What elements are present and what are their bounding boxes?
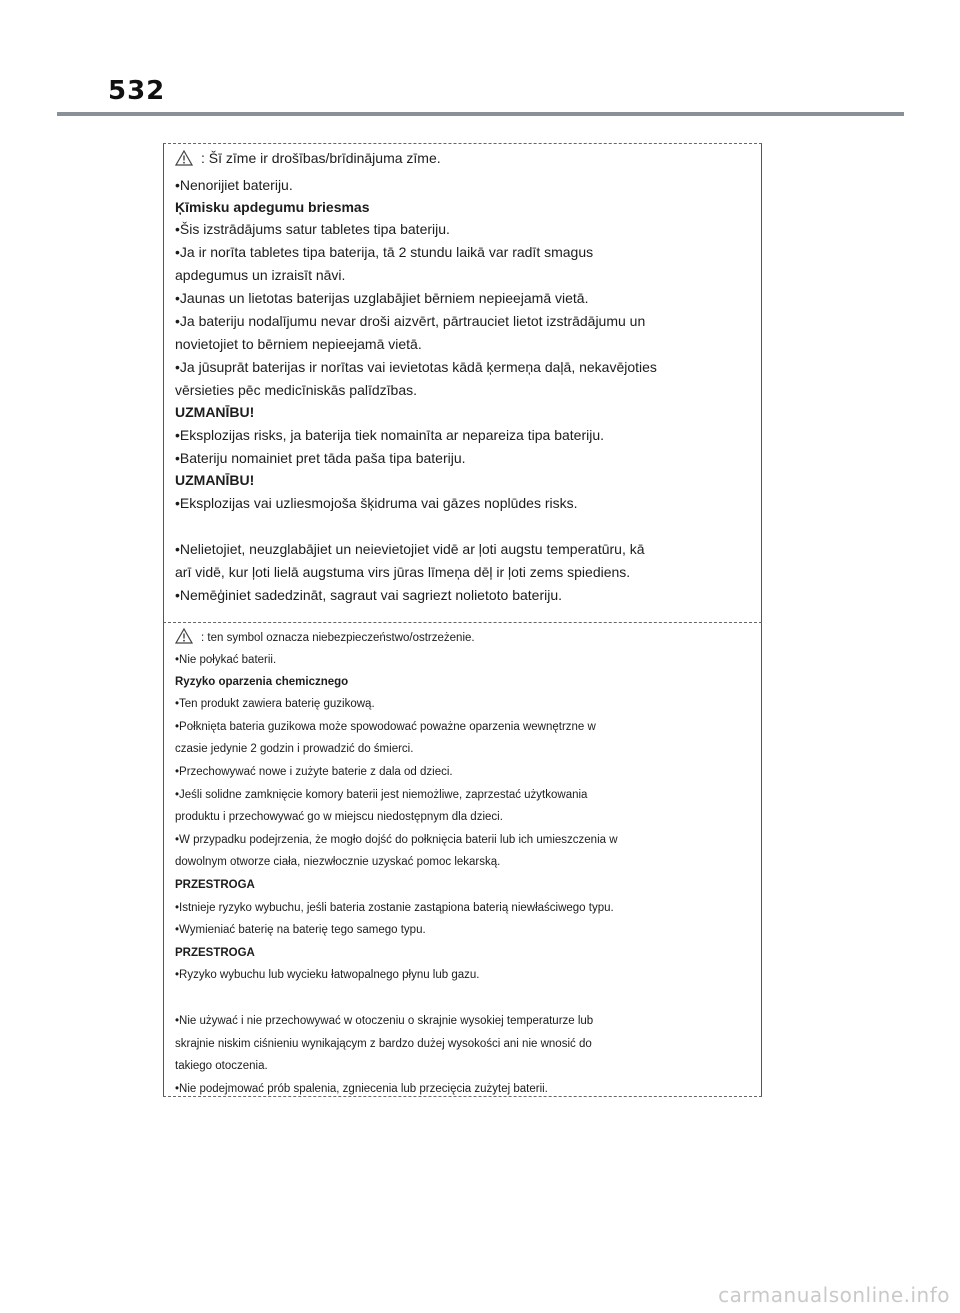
latvian-line: apdegumus un izraisīt nāvi. <box>175 267 346 283</box>
page-number: 532 <box>108 76 166 106</box>
latvian-heading: Ķīmisku apdegumu briesmas <box>175 199 370 215</box>
polish-caution-heading: PRZESTROGA <box>175 947 255 959</box>
polish-line: •Nie podejmować prób spalenia, zgniecenia lub przecięcia zużytej baterii. <box>175 1083 548 1095</box>
footer-watermark: carmanualsonline.info <box>718 1283 950 1307</box>
polish-line: •Jeśli solidne zamknięcie komory baterii jest niemożliwe, zaprzestać użytkowania <box>175 789 588 801</box>
polish-line: •Ten produkt zawiera baterię guzikową. <box>175 698 375 710</box>
frame-top-border <box>163 143 762 144</box>
polish-line: •Nie używać i nie przechowywać w otoczeniu o skrajnie wysokiej temperaturze lub <box>175 1015 594 1027</box>
polish-warning-text: : ten symbol oznacza niebezpieczeństwo/ostrzeżenie. <box>201 632 475 644</box>
latvian-caution-heading: UZMANĪBU! <box>175 472 255 488</box>
latvian-line: novietojiet to bērniem nepieejamā vietā. <box>175 336 422 352</box>
polish-line: czasie jedynie 2 godzin i prowadzić do śmierci. <box>175 743 414 755</box>
latvian-line: •Šis izstrādājums satur tabletes tipa bateriju. <box>175 221 450 237</box>
latvian-line: •Eksplozijas risks, ja baterija tiek nomainīta ar nepareiza tipa bateriju. <box>175 427 604 443</box>
frame-bottom-border <box>163 1096 762 1097</box>
latvian-line: •Ja bateriju nodalījumu nevar droši aizvērt, pārtrauciet lietot izstrādājumu un <box>175 313 646 329</box>
warning-triangle-icon <box>175 628 193 644</box>
polish-line: •Przechowywać nowe i zużyte baterie z dala od dzieci. <box>175 766 453 778</box>
polish-line: •W przypadku podejrzenia, że mogło dojść do połknięcia baterii lub ich umieszczenia w <box>175 834 618 846</box>
polish-line: •Istnieje ryzyko wybuchu, jeśli bateria zostanie zastąpiona baterią niewłaściwego typu. <box>175 902 614 914</box>
latvian-line: •Ja jūsuprāt baterijas ir norītas vai ievietotas kādā ķermeņa daļā, nekavējoties <box>175 359 657 375</box>
latvian-warning-text: : Šī zīme ir drošības/brīdinājuma zīme. <box>201 150 441 166</box>
polish-caution-heading: PRZESTROGA <box>175 879 255 891</box>
header-rule <box>57 112 904 116</box>
polish-heading: Ryzyko oparzenia chemicznego <box>175 676 349 688</box>
polish-warning-line <box>175 628 475 644</box>
polish-line: •Wymieniać baterię na baterię tego samego typu. <box>175 924 426 936</box>
latvian-line: •Nenorijiet bateriju. <box>175 177 293 193</box>
latvian-caution-heading: UZMANĪBU! <box>175 404 255 420</box>
warning-triangle-icon <box>175 150 193 166</box>
polish-line: •Połknięta bateria guzikowa może spowodować poważne oparzenia wewnętrzne w <box>175 721 596 733</box>
latvian-warning-line <box>175 150 441 166</box>
polish-line: takiego otoczenia. <box>175 1060 268 1072</box>
latvian-line: vērsieties pēc medicīniskās palīdzības. <box>175 382 417 398</box>
polish-line: •Nie połykać baterii. <box>175 654 277 666</box>
latvian-line: •Bateriju nomainiet pret tāda paša tipa bateriju. <box>175 450 466 466</box>
latvian-line: •Eksplozijas vai uzliesmojoša šķidruma vai gāzes noplūdes risks. <box>175 495 578 511</box>
polish-line: dowolnym otworze ciała, niezwłocznie uzyskać pomoc lekarską. <box>175 856 501 868</box>
latvian-line: •Ja ir norīta tabletes tipa baterija, tā 2 stundu laikā var radīt smagus <box>175 244 594 260</box>
polish-line: produktu i przechowywać go w miejscu niedostępnym dla dzieci. <box>175 811 503 823</box>
polish-line: skrajnie niskim ciśnieniu wynikającym z bardzo dużej wysokości ani nie wnosić do <box>175 1038 592 1050</box>
section-divider <box>163 622 762 623</box>
latvian-line: •Nelietojiet, neuzglabājiet un neievietojiet vidē ar ļoti augstu temperatūru, kā <box>175 541 645 557</box>
latvian-line: •Nemēģiniet sadedzināt, sagraut vai sagriezt nolietoto bateriju. <box>175 587 563 603</box>
polish-line: •Ryzyko wybuchu lub wycieku łatwopalnego płynu lub gazu. <box>175 969 480 981</box>
latvian-line: •Jaunas un lietotas baterijas uzglabājiet bērniem nepieejamā vietā. <box>175 290 589 306</box>
latvian-line: arī vidē, kur ļoti lielā augstuma virs jūras līmeņa dēļ ir ļoti zems spiediens. <box>175 564 631 580</box>
